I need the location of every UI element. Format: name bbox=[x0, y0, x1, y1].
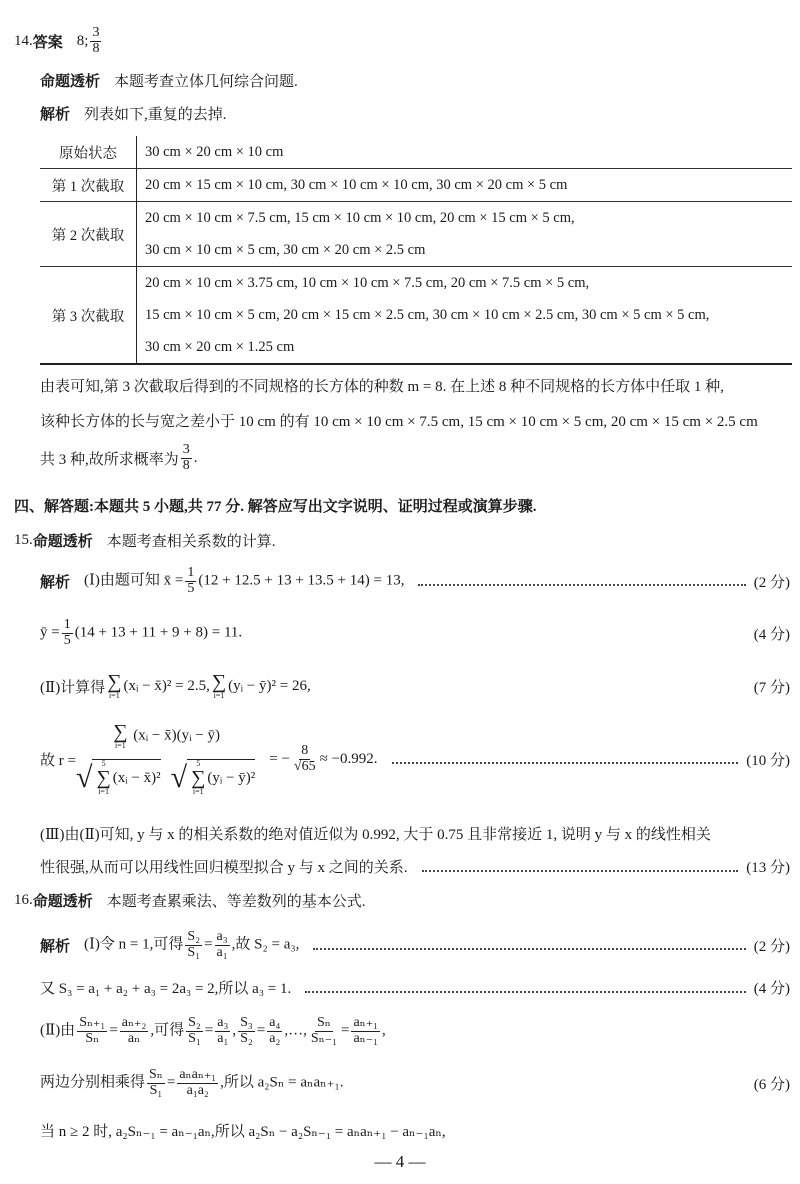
sqrt bbox=[76, 759, 161, 796]
math-expression bbox=[40, 1068, 344, 1098]
sigma: ∑ bbox=[113, 721, 128, 743]
solution-label: 解析 bbox=[40, 574, 71, 591]
q15-line1 bbox=[40, 566, 790, 596]
q16-line1 bbox=[40, 930, 790, 960]
solution-label: 解析 bbox=[40, 938, 71, 955]
numerator: S₂ bbox=[188, 1015, 201, 1030]
q15-line5: (Ⅲ)由(Ⅱ)可知, y 与 x 的相关系数的绝对值近似为 0.992, 大于 0.75 且非常接近 1, 说明 y 与 x 的线性相关 bbox=[40, 827, 711, 843]
math-text: ,故 S₂ = a₃, bbox=[231, 936, 300, 953]
sum-symbol bbox=[107, 672, 121, 700]
fraction bbox=[62, 618, 73, 648]
denominator: S₁ bbox=[188, 1030, 201, 1046]
q15-line3 bbox=[40, 672, 790, 700]
q14-answer-line bbox=[14, 26, 790, 56]
q16-line4 bbox=[40, 1068, 790, 1098]
score: (10 分) bbox=[746, 752, 790, 769]
denominator: a₂ bbox=[269, 1030, 281, 1046]
numerator: 3 bbox=[182, 442, 190, 457]
q14-para-line: 该种长方体的长与宽之差小于 10 cm 的有 10 cm × 10 cm × 7.5 cm, 15 cm × 10 cm × 5 cm, 20 cm × 15 cm × 2.5 cm bbox=[40, 414, 758, 430]
fraction bbox=[238, 1016, 255, 1046]
sum-lower: i=1 bbox=[114, 741, 126, 750]
denominator: Sₙ₋₁ bbox=[310, 1030, 337, 1046]
denominator: S₁ bbox=[187, 944, 201, 960]
analysis-label: 命题透析 bbox=[32, 894, 93, 910]
text: = − bbox=[269, 750, 290, 767]
row-label: 第 3 次截取 bbox=[40, 267, 137, 365]
sum-lower: i=1 bbox=[108, 691, 120, 700]
sum-lower: i=1 bbox=[98, 787, 109, 796]
sum-symbol bbox=[113, 722, 127, 750]
q16-line2 bbox=[40, 977, 790, 998]
score: (2 分) bbox=[753, 574, 790, 591]
radical-icon: √ bbox=[75, 760, 93, 794]
dotted-leader bbox=[422, 870, 739, 872]
text: 故 r = bbox=[40, 752, 76, 769]
math-text: ,可得 bbox=[150, 1022, 185, 1039]
math-text: 当 n ≥ 2 时, a₂Sₙ₋₁ = aₙ₋₁aₙ,所以 a₂Sₙ − a₂Sₙ₋₁ = aₙaₙ₊₁ − aₙ₋₁aₙ, bbox=[40, 1124, 446, 1140]
cutting-table bbox=[40, 136, 792, 365]
sqrt bbox=[171, 759, 256, 796]
denominator: 5 bbox=[63, 632, 71, 648]
sigma: ∑ bbox=[96, 767, 111, 789]
question-number: 15. bbox=[14, 532, 33, 548]
r-fraction bbox=[76, 722, 255, 796]
fraction bbox=[181, 443, 192, 473]
text: (Ⅱ)计算得 bbox=[40, 679, 106, 696]
row-label: 原始状态 bbox=[40, 136, 137, 169]
text: (xᵢ − x̄)² bbox=[112, 769, 161, 786]
numerator: S₃ bbox=[240, 1015, 253, 1030]
numerator: aₙaₙ₊₁ bbox=[179, 1067, 217, 1082]
fraction bbox=[215, 930, 230, 960]
denominator: √65 bbox=[293, 758, 316, 774]
numerator: aₙ₊₁ bbox=[353, 1015, 378, 1030]
score: (13 分) bbox=[746, 860, 790, 876]
denominator: a₁a₂ bbox=[186, 1082, 209, 1098]
text: (xᵢ − x̄)² = 2.5, bbox=[123, 677, 210, 694]
row-label: 第 2 次截取 bbox=[40, 202, 137, 267]
numerator: Sₙ bbox=[149, 1067, 163, 1082]
score: (4 分) bbox=[753, 981, 790, 997]
row-values bbox=[137, 169, 793, 202]
numerator: 3 bbox=[92, 25, 100, 40]
q14-analysis bbox=[40, 70, 790, 91]
math-text: = bbox=[109, 1022, 118, 1039]
score: (7 分) bbox=[753, 679, 790, 696]
denominator: 5 bbox=[187, 580, 195, 596]
row-value-line: 30 cm × 10 cm × 5 cm, 30 cm × 20 cm × 2.5 cm bbox=[145, 242, 426, 258]
math-text: (Ⅱ)由 bbox=[40, 1022, 76, 1039]
q15-r-formula bbox=[40, 722, 790, 796]
math-text: = bbox=[166, 1074, 176, 1091]
q14-para-line bbox=[40, 443, 790, 473]
fraction bbox=[77, 1016, 107, 1046]
text: (xᵢ − x̄)(yᵢ − ȳ) bbox=[133, 727, 221, 744]
q16-analysis bbox=[14, 890, 790, 911]
math-text: 共 3 种,故所求概率为 bbox=[40, 451, 179, 468]
numerator: 8 bbox=[301, 742, 309, 758]
numerator: aₙ₊₂ bbox=[121, 1015, 147, 1030]
row-label: 第 1 次截取 bbox=[40, 169, 137, 202]
page-number: — 4 — bbox=[374, 1152, 426, 1171]
sigma: ∑ bbox=[191, 767, 206, 789]
denominator: 8 bbox=[92, 40, 100, 56]
numerator: Sₙ₊₁ bbox=[79, 1015, 106, 1030]
math-text: = bbox=[256, 1022, 266, 1039]
math-text: ,…, bbox=[284, 1022, 307, 1039]
sum-lower: i=1 bbox=[213, 691, 225, 700]
solution-label: 解析 bbox=[40, 107, 71, 123]
sum-upper: 5 bbox=[196, 759, 201, 768]
numerator: 1 bbox=[187, 565, 195, 580]
math-text: (14 + 13 + 11 + 9 + 8) = 11. bbox=[74, 624, 243, 641]
row-value-line: 20 cm × 15 cm × 10 cm, 30 cm × 10 cm × 10 cm, 30 cm × 20 cm × 5 cm bbox=[145, 177, 568, 193]
numerator: S₂ bbox=[187, 929, 201, 944]
sum-lower: i=1 bbox=[192, 787, 204, 796]
q15-line6 bbox=[40, 856, 790, 877]
text: (yᵢ − ȳ)² = 26, bbox=[228, 677, 311, 694]
row-value-line: 30 cm × 20 cm × 1.25 cm bbox=[145, 339, 295, 355]
sum-symbol bbox=[191, 760, 205, 796]
section-heading: 四、解答题:本题共 5 小题,共 77 分. 解答应写出文字说明、证明过程或演算步骤. bbox=[14, 499, 537, 515]
text: ≈ −0.992. bbox=[319, 750, 378, 767]
analysis-label: 命题透析 bbox=[32, 534, 93, 550]
sigma: ∑ bbox=[107, 671, 122, 693]
math-expression bbox=[84, 930, 299, 960]
analysis-text: 本题考查相关系数的计算. bbox=[106, 534, 276, 550]
math-expression bbox=[40, 1120, 446, 1141]
r-denominator bbox=[76, 755, 255, 796]
numerator: a₃ bbox=[216, 929, 228, 944]
denominator: aₙ₋₁ bbox=[353, 1030, 378, 1046]
fraction bbox=[177, 1068, 218, 1098]
denominator: aₙ bbox=[127, 1030, 141, 1046]
radical-icon: √ bbox=[170, 760, 188, 794]
math-text: 又 S₃ = a₁ + a₂ + a₃ = 2a₃ = 2,所以 a₃ = 1. bbox=[40, 981, 292, 997]
fraction bbox=[147, 1068, 165, 1098]
analysis-text: 本题考查累乘法、等差数列的基本公式. bbox=[106, 894, 366, 910]
question-number: 16. bbox=[14, 892, 33, 908]
row-value-line: 30 cm × 20 cm × 10 cm bbox=[145, 144, 284, 160]
dotted-leader bbox=[305, 991, 745, 993]
math-text: (Ⅰ)由题可知 x̄ = bbox=[84, 572, 184, 589]
fraction bbox=[267, 1016, 282, 1046]
math-text: ,所以 a₂Sₙ = aₙaₙ₊₁. bbox=[220, 1074, 344, 1091]
q15-analysis bbox=[14, 530, 790, 551]
text: 性很强,从而可以用线性回归模型拟合 y 与 x 之间的关系. bbox=[40, 860, 408, 876]
fraction bbox=[185, 566, 196, 596]
solution-text: 列表如下,重复的去掉. bbox=[84, 107, 227, 123]
math-text: (Ⅰ)令 n = 1,可得 bbox=[84, 936, 184, 953]
q14-para-line: 由表可知,第 3 次截取后得到的不同规格的长方体的种数 m = 8. 在上述 8 种不同规格的长方体中任取 1 种, bbox=[40, 379, 724, 395]
fraction bbox=[309, 1016, 339, 1046]
numerator: Sₙ bbox=[316, 1015, 331, 1030]
score: (4 分) bbox=[753, 626, 790, 643]
row-value-line: 20 cm × 10 cm × 3.75 cm, 10 cm × 10 cm × 7.5 cm, 20 cm × 7.5 cm × 5 cm, bbox=[145, 275, 590, 291]
score: (2 分) bbox=[753, 938, 790, 955]
q16-line3 bbox=[40, 1016, 790, 1046]
fraction bbox=[185, 930, 202, 960]
q16-line5 bbox=[40, 1120, 790, 1141]
answer-label: 答案 bbox=[32, 34, 63, 51]
row-value-line: 20 cm × 10 cm × 7.5 cm, 15 cm × 10 cm × 10 cm, 20 cm × 15 cm × 5 cm, bbox=[145, 210, 575, 226]
denominator: a₁ bbox=[216, 944, 228, 960]
math-text: , bbox=[232, 1022, 237, 1039]
analysis-text: 本题考查立体几何综合问题. bbox=[114, 74, 298, 90]
text: (yᵢ − ȳ)² bbox=[207, 769, 256, 786]
fraction bbox=[292, 744, 318, 774]
numerator: a₄ bbox=[269, 1015, 281, 1030]
math-text: 两边分别相乘得 bbox=[40, 1074, 146, 1091]
row-values bbox=[137, 202, 793, 267]
math-expression bbox=[40, 618, 242, 648]
answer-prefix: 8; bbox=[76, 32, 89, 49]
dotted-leader bbox=[313, 948, 745, 950]
table-row bbox=[40, 136, 792, 169]
row-values bbox=[137, 267, 793, 365]
fraction bbox=[351, 1016, 380, 1046]
math-text: . bbox=[193, 449, 198, 466]
math-text: = bbox=[340, 1022, 350, 1039]
math-expression bbox=[40, 977, 291, 998]
numerator: 1 bbox=[63, 617, 71, 632]
sigma: ∑ bbox=[211, 671, 227, 693]
denominator: S₂ bbox=[240, 1030, 253, 1046]
denominator: Sₙ bbox=[85, 1030, 100, 1046]
dotted-leader bbox=[418, 584, 745, 586]
answer-fraction bbox=[90, 26, 101, 56]
dotted-leader bbox=[392, 762, 739, 764]
math-text: , bbox=[381, 1022, 386, 1039]
math-expression bbox=[84, 566, 404, 596]
math-text: = bbox=[204, 1022, 214, 1039]
denominator: S₁ bbox=[149, 1082, 163, 1098]
table-row bbox=[40, 169, 792, 202]
row-value-line: 15 cm × 10 cm × 5 cm, 20 cm × 15 cm × 2.5 cm, 30 cm × 10 cm × 2.5 cm, 30 cm × 5 cm × 5 cm, bbox=[145, 307, 710, 323]
math-text: (12 + 12.5 + 13 + 13.5 + 14) = 13, bbox=[198, 572, 405, 589]
math-expression bbox=[40, 1016, 386, 1046]
score: (6 分) bbox=[753, 1076, 790, 1093]
table-row bbox=[40, 267, 792, 365]
q14-solution bbox=[40, 103, 790, 124]
sum-upper: 5 bbox=[101, 759, 106, 768]
numerator: a₃ bbox=[217, 1015, 229, 1030]
fraction bbox=[186, 1016, 203, 1046]
fraction bbox=[215, 1016, 230, 1046]
r-numerator bbox=[105, 722, 226, 755]
fraction bbox=[120, 1016, 149, 1046]
question-number: 14. bbox=[14, 32, 33, 49]
sum-symbol bbox=[212, 672, 226, 700]
row-values bbox=[137, 136, 793, 169]
sum-symbol bbox=[96, 760, 110, 796]
denominator: 8 bbox=[182, 457, 190, 473]
analysis-label: 命题透析 bbox=[40, 74, 101, 90]
table-row bbox=[40, 202, 792, 267]
denominator: a₁ bbox=[217, 1030, 229, 1046]
q15-line2 bbox=[40, 618, 790, 648]
math-text: ȳ = bbox=[40, 624, 60, 641]
math-text: = bbox=[204, 936, 213, 953]
